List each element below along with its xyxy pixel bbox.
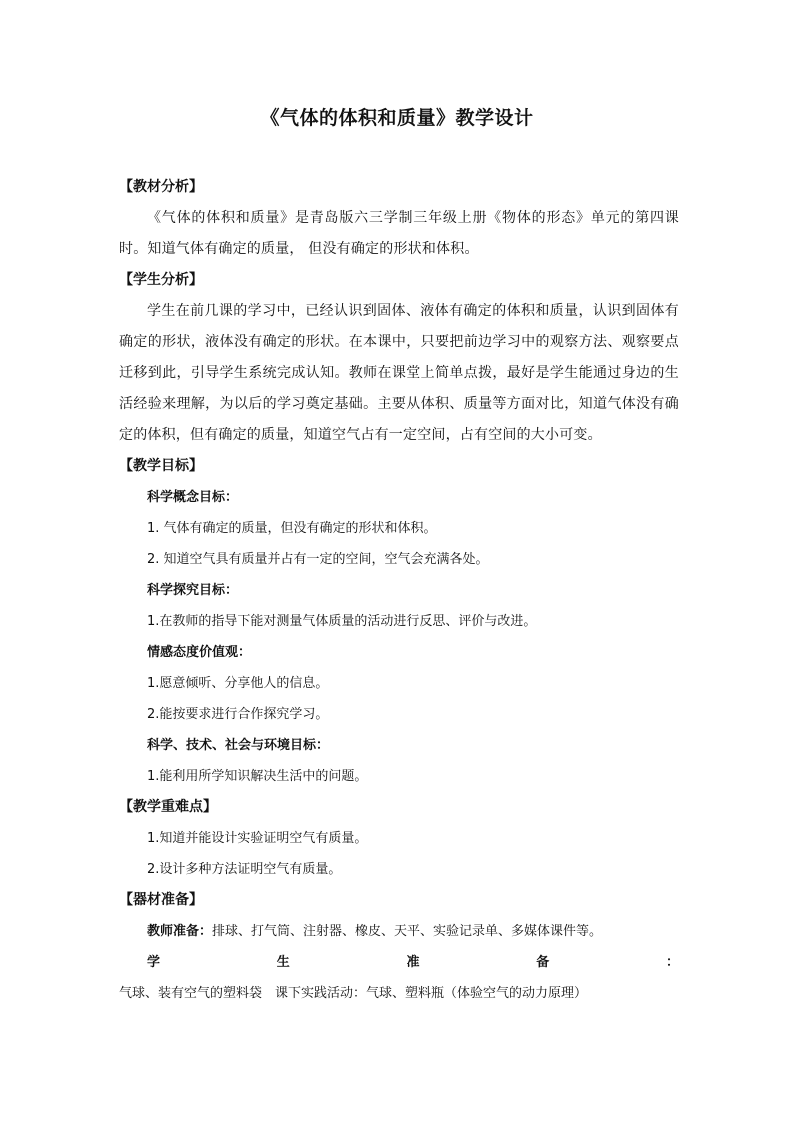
concept-goal-item: 1. 气体有确定的质量，但没有确定的形状和体积。: [147, 521, 437, 536]
equipment-heading: 【器材准备】: [119, 892, 203, 908]
sts-goals-title: 科学、技术、社会与环境目标：: [147, 738, 330, 753]
key-point-item: 2.设计多种方法证明空气有质量。: [147, 862, 342, 877]
key-point-item: 1.知道并能设计实验证明空气有质量。: [147, 831, 368, 846]
teacher-preparation-label: 教师准备：: [147, 924, 213, 939]
page-title: 《气体的体积和质量》教学设计: [260, 107, 534, 129]
student-preparation-label: 学生准备：: [147, 955, 679, 970]
material-analysis-text: 《气体的体积和质量》是青岛版六三学制三年级上册《物体的形态》单元的第四课时。知道气体有确定的质量， 但没有确定的形状和体积。: [119, 210, 679, 257]
attitude-goal-item: 2.能按要求进行合作探究学习。: [147, 707, 329, 722]
teaching-goals-heading: 【教学目标】: [119, 458, 203, 474]
material-analysis-heading: 【教材分析】: [119, 179, 203, 195]
inquiry-goals-title: 科学探究目标：: [147, 583, 239, 598]
attitude-goals-title: 情感态度价值观：: [147, 645, 252, 660]
concept-goals-title: 科学概念目标：: [147, 490, 239, 505]
sts-goal-item: 1.能利用所学知识解决生活中的问题。: [147, 769, 368, 784]
teacher-preparation: [119, 916, 679, 947]
student-analysis-heading: 【学生分析】: [119, 272, 203, 288]
concept-goal-item: 2. 知道空气具有质量并占有一定的空间，空气会充满各处。: [147, 552, 489, 567]
teacher-preparation-text: 排球、打气筒、注射器、橡皮、天平、实验记录单、多媒体课件等。: [212, 924, 603, 939]
inquiry-goal-item: 1.在教师的指导下能对测量气体质量的活动进行反思、评价与改进。: [147, 614, 537, 629]
student-analysis-text: 学生在前几课的学习中，已经认识到固体、液体有确定的体积和质量，认识到固体有确定的形状，液体没有确定的形状。在本课中，只要把前边学习中的观察方法、观察要点迁移到此，引导学生系统完成认知。教师在课堂上简单点拨，最好是学生能通过身边的生活经验来理解，为以后的学习奠定基础。主要从体积、质量等方面对比，知道气体没有确定的体积，但有确定的质量，知道空气占有一定空间，占有空间的大小可变。: [119, 303, 679, 443]
attitude-goal-item: 1.愿意倾听、分享他人的信息。: [147, 676, 329, 691]
student-preparation: [119, 947, 679, 1009]
document-body: [119, 172, 679, 1009]
key-points-heading: 【教学重难点】: [119, 799, 217, 815]
student-preparation-text: 气球、装有空气的塑料袋 课下实践活动：气球、塑料瓶（体验空气的动力原理）: [119, 986, 588, 1001]
